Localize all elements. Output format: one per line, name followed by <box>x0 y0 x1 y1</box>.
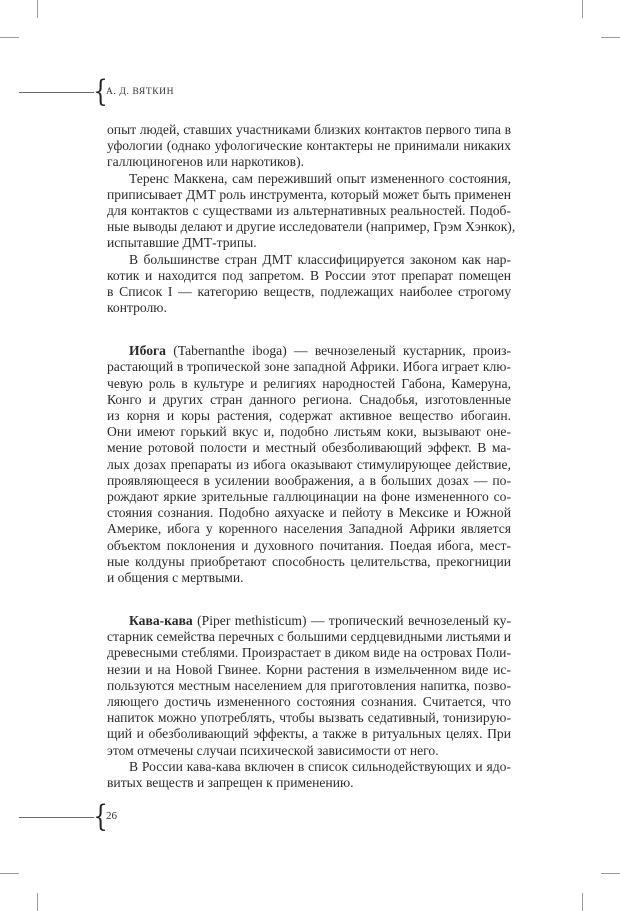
brace-ornament-icon: { <box>93 74 108 109</box>
text-line: растающий в тропической зоне западной Африки. Ибога играет клю- <box>107 359 511 375</box>
footer-rule <box>19 817 94 818</box>
text-line: чевую роль в культуре и религиях народностей Габона, Камеруна, <box>107 375 511 391</box>
text-line <box>107 613 511 629</box>
crop-mark <box>601 37 620 38</box>
text-line: из корня и коры растения, содержат активное вещество ибогаин. <box>107 408 511 423</box>
header-rule <box>19 92 94 93</box>
text-line: котик и находится под запретом. В России этот препарат помещен <box>107 267 511 283</box>
crop-mark <box>37 893 38 911</box>
crop-mark <box>582 893 583 911</box>
text-line: лых дозах препараты из ибога оказывают стимулирующее действие, <box>107 456 511 472</box>
entry-kava-kava <box>107 613 511 759</box>
text-line: испытавшие ДМТ-трипы. <box>107 235 257 251</box>
text-line: пользуются местным населением для приготовления напитка, позво- <box>107 677 511 693</box>
text-line: мение ротовой полости и местный обезболивающий эффект. В ма- <box>107 440 511 456</box>
text-line: незии и на Новой Гвинее. Корни растения в измельченном виде ис- <box>107 661 511 677</box>
crop-mark <box>0 873 19 874</box>
text-line: уфологии (однако уфологические контактеры не принимали никаких <box>107 138 511 154</box>
paragraph <box>107 759 511 791</box>
text-line: Они имеют горький вкус и, подобно листьям коки, вызывают оне- <box>107 424 511 440</box>
author-name: А. Д. ВЯТКИН <box>106 87 175 97</box>
text-line: В большинстве стран ДМТ классифицируется законом как нар- <box>129 251 511 267</box>
text-line: приписывает ДМТ роль инструмента, который может быть применен <box>107 186 511 202</box>
running-footer <box>0 799 620 834</box>
text-line: рождают яркие зрительные галлюцинации на фоне измененного со- <box>107 488 511 504</box>
crop-mark <box>37 0 38 18</box>
running-header <box>0 74 620 109</box>
text-line: и общения с мертвыми. <box>107 569 244 585</box>
entry-text: (Piper methisticum) — тропический вечнозеленый ку- <box>192 613 511 629</box>
text-line: старник семейства перечных с большими сердцевидными листьями и <box>107 629 511 645</box>
text-line: галлюциногенов или наркотиков). <box>107 154 305 170</box>
entry-term: Кава-кава <box>129 613 193 629</box>
text-line: Теренс Маккена, сам переживший опыт измененного состояния, <box>129 170 511 186</box>
text-line: ляющего достичь измененного состояния сознания. Считается, что <box>107 694 511 709</box>
text-line: В России кава-кава включен в список сильнодействующих и ядо- <box>129 758 511 774</box>
paragraph <box>107 170 516 252</box>
text-line: этом отмечены случаи психической зависимости от него. <box>107 742 439 758</box>
crop-mark <box>0 37 19 38</box>
crop-mark <box>582 0 583 18</box>
page-number: 26 <box>106 810 117 822</box>
crop-mark <box>601 873 620 874</box>
text-line <box>107 343 511 359</box>
text-line: Конго и других стран данного региона. Снадобья, изготовленные <box>107 391 511 407</box>
entry-term: Ибога <box>129 343 166 359</box>
text-line: Америке, ибога у коренного населения Западной Африки является <box>107 521 511 537</box>
text-line: витых веществ и запрещен к применению. <box>107 774 354 790</box>
text-line: опыт людей, ставших участниками близких контактов первого типа в <box>107 122 511 137</box>
text-line: древесными стеблями. Произрастает в диком виде на островах Поли- <box>107 645 511 661</box>
text-line: проявляющееся в усилении воображения, а в больших дозах — по- <box>107 472 511 488</box>
brace-ornament-icon: { <box>93 799 108 834</box>
text-line: для контактов с существами из альтернативных реальностей. Подоб- <box>107 202 511 218</box>
text-line: щий и обезболивающий эффекты, а также в ритуальных целях. При <box>107 726 511 742</box>
text-line: контролю. <box>107 300 167 316</box>
paragraph <box>107 252 511 317</box>
text-line: в Список I — категорию веществ, подлежащих наиболее строгому <box>107 283 511 299</box>
paragraph <box>107 122 511 171</box>
body-text <box>107 122 516 791</box>
text-line: напиток можно употреблять, чтобы вызвать седативный, тонизирую- <box>107 710 511 726</box>
text-line: ные колдуны приобретают способность целительства, прекогниции <box>107 553 511 569</box>
text-line: объектом поклонения и духовного почитания. Поедая ибога, мест- <box>107 537 511 553</box>
text-line: ные выводы делают и другие исследователи (например, Грэм Хэнкок), <box>107 219 516 235</box>
text-line: стояния сознания. Подобно аяхуаске и пейоту в Мексике и Южной <box>107 505 511 521</box>
entry-iboga <box>107 343 511 586</box>
entry-text: (Tabernanthe iboga) — вечнозеленый кустарник, произ- <box>165 343 511 359</box>
